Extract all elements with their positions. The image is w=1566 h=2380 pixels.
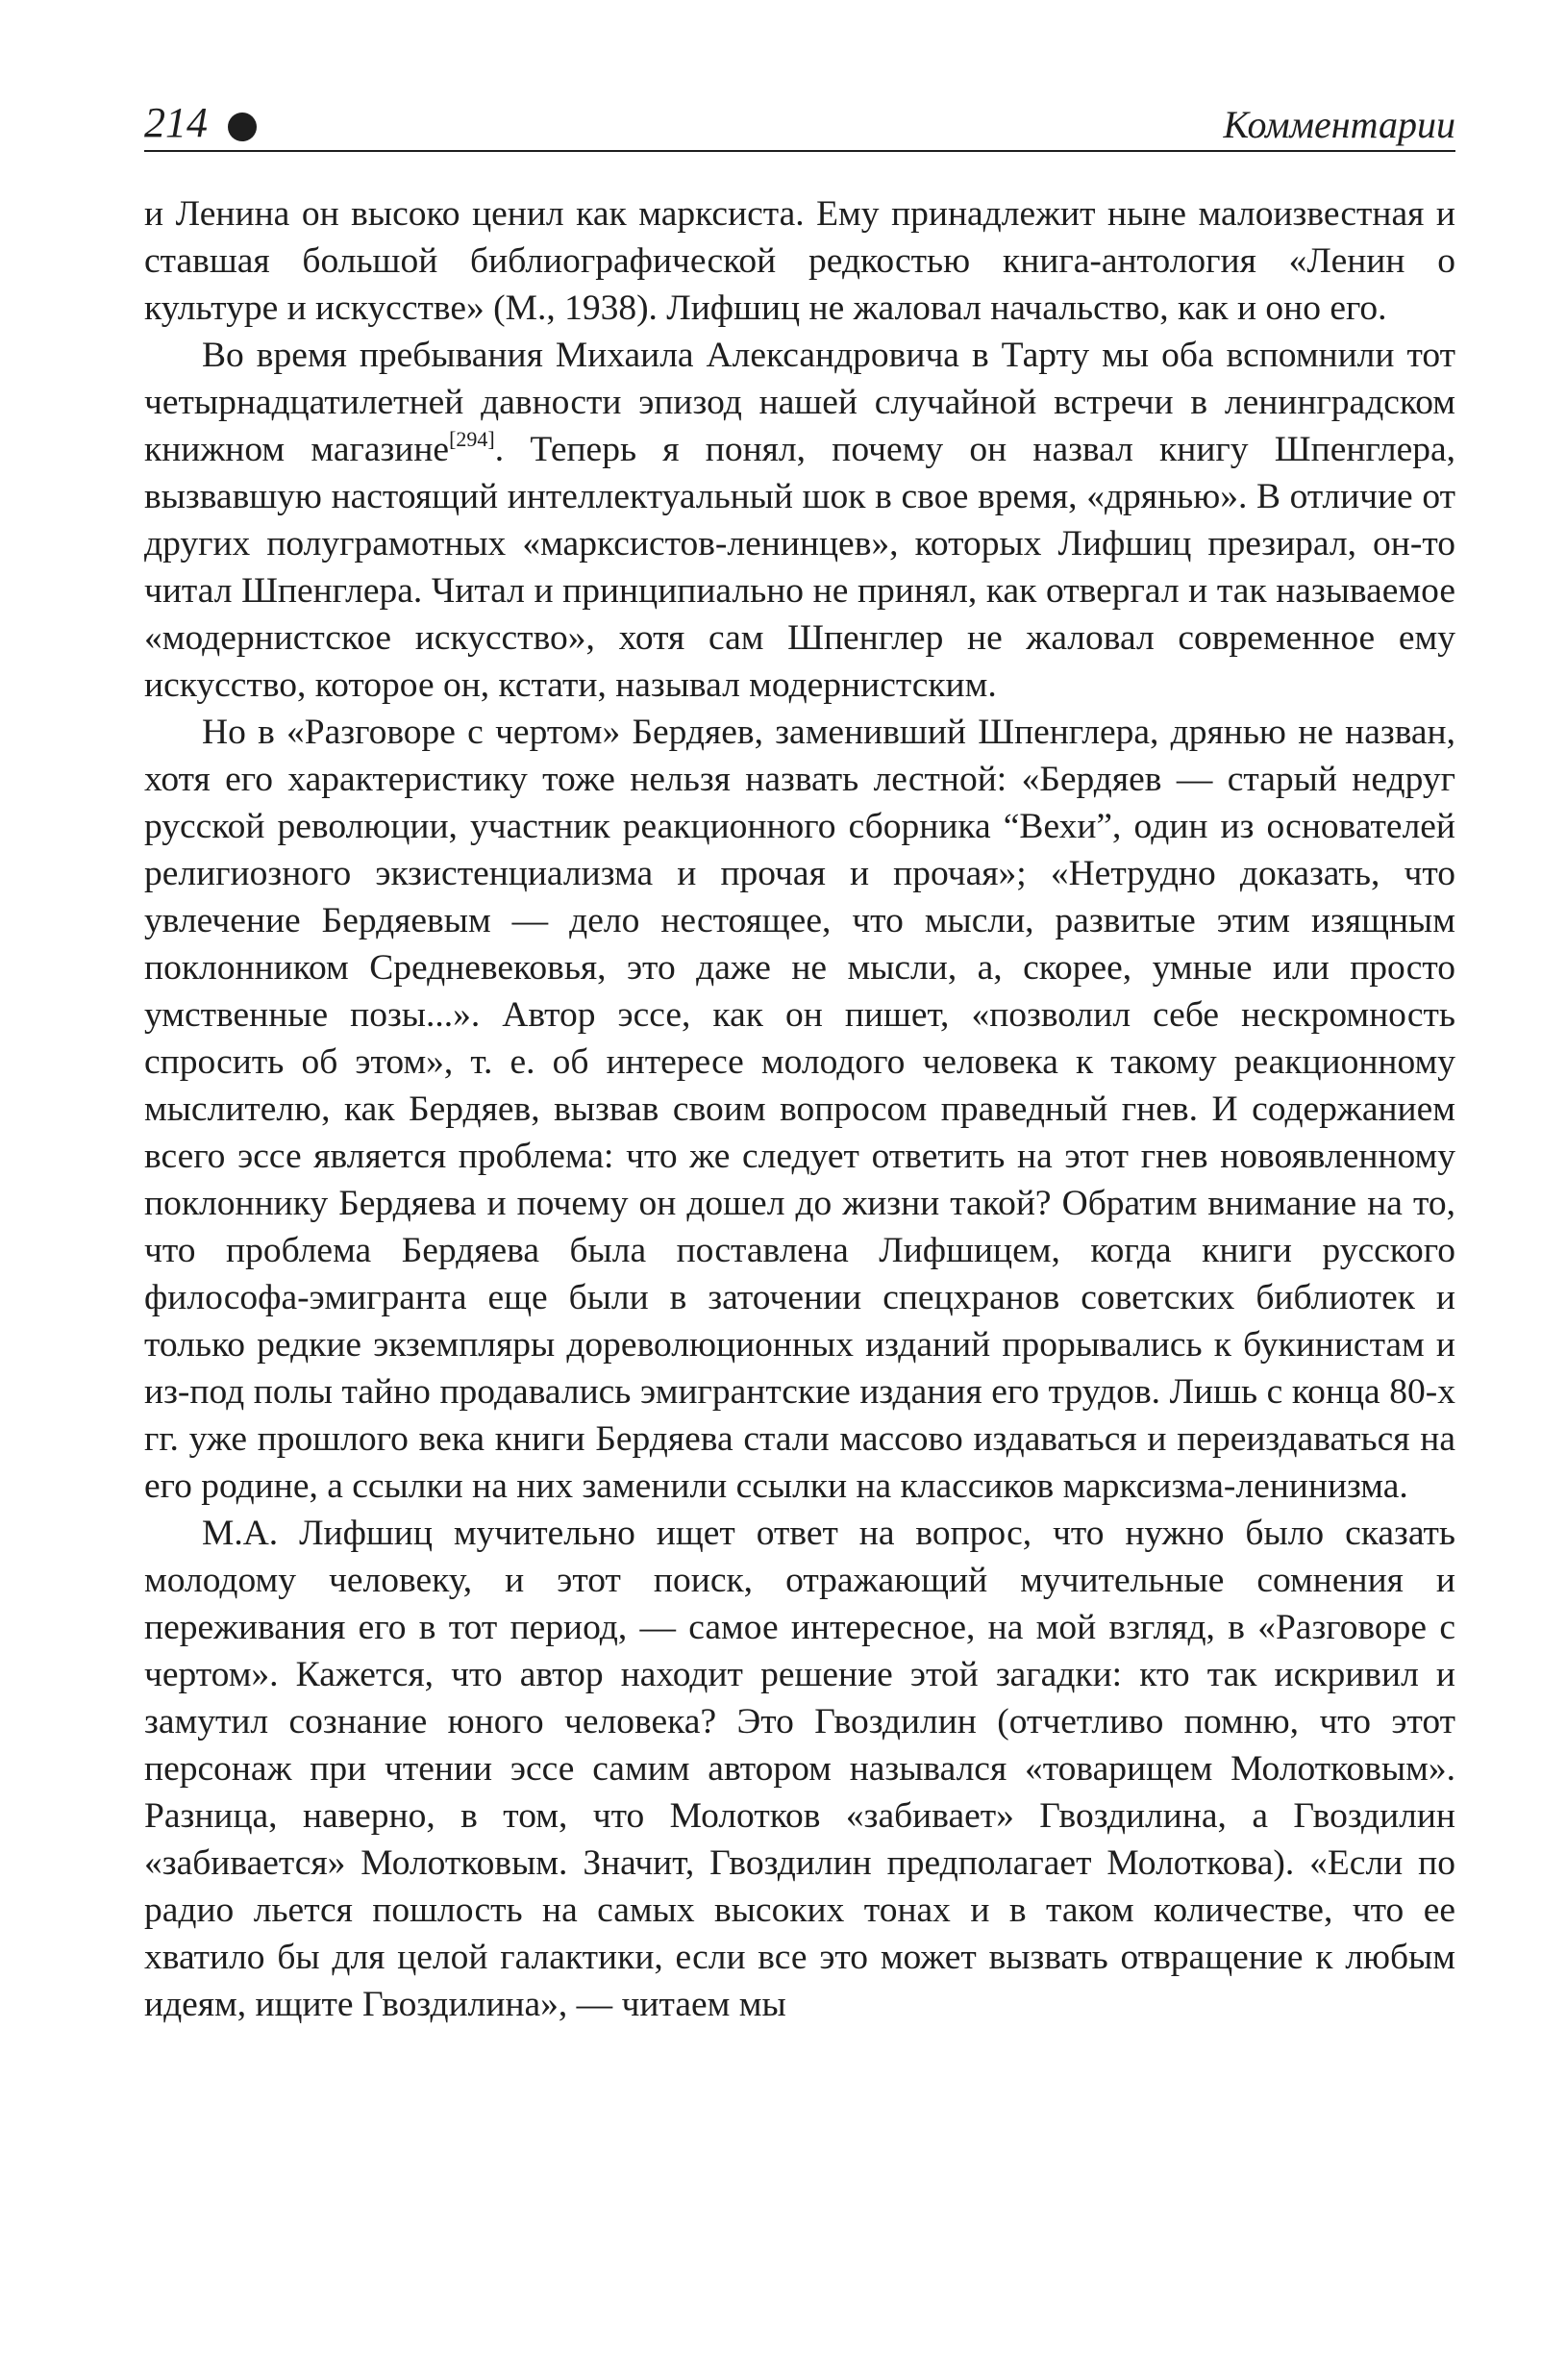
- page-number: 214: [144, 99, 208, 146]
- paragraph-1: и Ленина он высоко ценил как марксиста. Ему принадлежит ныне малоизвестная и ставшая большой библиографической редкостью книга-антология «Ленин о культуре и искусстве» (М., 1938). Лифшиц не жаловал начальство, как и оно его.: [144, 194, 1455, 328]
- page-header: [144, 92, 1455, 152]
- footnote-reference[interactable]: [294]: [449, 427, 495, 451]
- paragraph-2: [144, 332, 1455, 709]
- paragraph-3: Но в «Разговоре с чертом» Бердяев, заменивший Шпенглера, дрянью не назван, хотя его характеристику тоже нельзя назвать лестной: «Бердяев — старый недруг русской революции, участник реакционного сборника “Вехи”, один из основателей религиозного экзистенциализма и прочая и прочая»; «Нетрудно доказать, что увлечение Бердяевым — дело нестоящее, что мысли, развитые этим изящным поклонником Средневековья, это даже не мысли, а, скорее, умные или просто умственные позы...». Автор эссе, как он пишет, «позволил себе нескромность спросить об этом», т. е. об интересе молодого человека к такому реакционному мыслителю, как Бердяев, вызвав своим вопросом праведный гнев. И содержанием всего эссе является проблема: что же следует ответить на этот гнев новоявленному поклоннику Бердяева и почему он дошел до жизни такой? Обратим внимание на то, что проблема Бердяева была поставлена Лифшицем, когда книги русского философа-эмигранта еще были в заточении спецхранов советских библиотек и только редкие экземпляры дореволюционных изданий прорывались к букинистам и из-под полы тайно продавались эмигрантские издания его трудов. Лишь с конца 80-х гг. уже прошлого века книги Бердяева стали массово издаваться и переиздаваться на его родине, а ссылки на них заменили ссылки на классиков марксизма-ленинизма.: [144, 713, 1455, 1506]
- paragraph-4: М.А. Лифшиц мучительно ищет ответ на вопрос, что нужно было сказать молодому человеку, и этот поиск, отражающий мучительные сомнения и переживания его в тот период, — самое интересное, на мой взгляд, в «Разговоре с чертом». Кажется, что автор находит решение этой загадки: кто так искривил и замутил сознание юного человека? Это Гвоздилин (отчетливо помню, что этот персонаж при чтении эссе самим автором назывался «товарищем Молотковым». Разница, наверно, в том, что Молотков «забивает» Гвоздилина, а Гвоздилин «забивается» Молотковым. Значит, Гвоздилин предполагает Молоткова). «Если по радио льется пошлость на самых высоких тонах и в таком количестве, что ее хватило бы для целой галактики, если все это может вызвать отвращение к любым идеям, ищите Гвоздилина», — читаем мы: [144, 1514, 1455, 2024]
- paragraph-2-text-before-note: Во время пребывания Михаила Александровича в Тарту мы оба вспомнили тот четырнадцатилетней давности эпизод нашей случайной встречи в ленинградском книжном магазине: [144, 336, 1455, 469]
- text-body: [144, 190, 1455, 2028]
- paragraph-2-text-after-note: . Теперь я понял, почему он назвал книгу Шпенглера, вызвавшую настоящий интеллектуальный шок в свое время, «дрянью». В отличие от других полуграмотных «марксистов-ленинцев», которых Лифшиц презирал, он-то читал Шпенглера. Читал и принципиально не принял, как отвергал и так называемое «модернистское искусство», хотя сам Шпенглер не жаловал современное ему искусство, которое он, кстати, называл модернистским.: [144, 430, 1456, 705]
- bullet-icon: [228, 113, 257, 141]
- running-title: Комментарии: [1223, 103, 1455, 146]
